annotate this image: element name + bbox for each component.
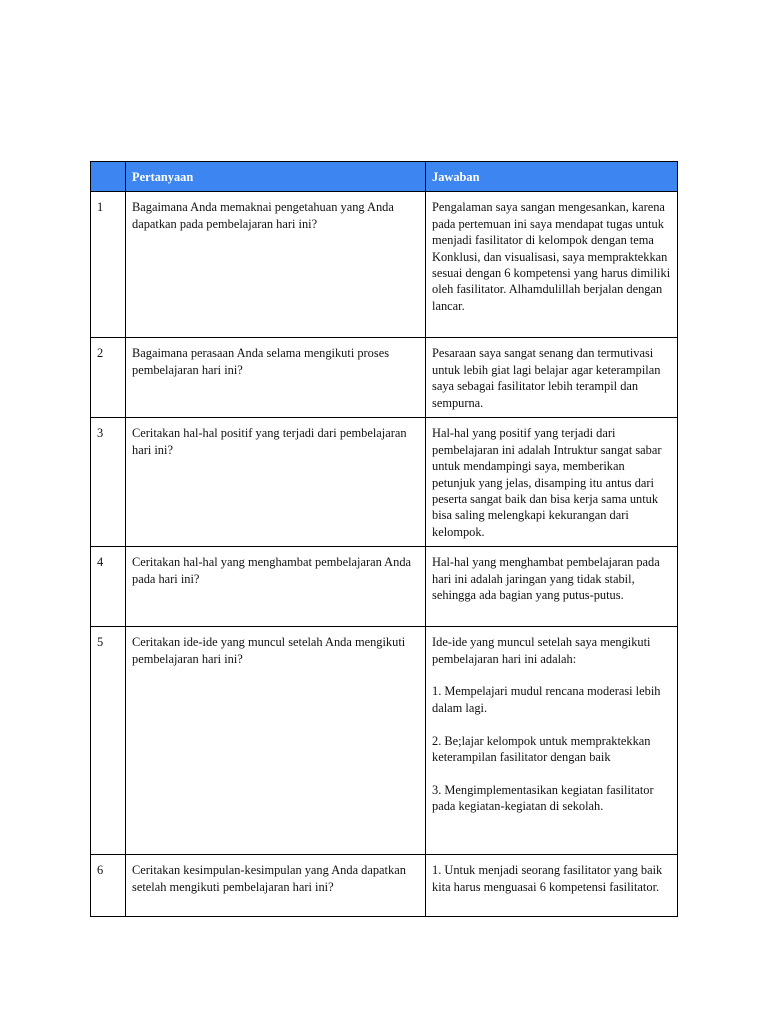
row-question: Ceritakan kesimpulan-kesimpulan yang Anda dapatkan setelah mengikuti pembelajaran hari ini? <box>126 855 426 917</box>
table-row <box>91 855 678 917</box>
row-answer <box>426 338 678 418</box>
header-question: Pertanyaan <box>126 162 426 192</box>
row-question: Ceritakan hal-hal positif yang terjadi dari pembelajaran hari ini? <box>126 418 426 547</box>
row-answer <box>426 855 678 917</box>
table-row <box>91 547 678 627</box>
answer-text: Pengalaman saya sangan mengesankan, karena pada pertemuan ini saya mendapat tugas untuk menjadi fasilitator di kelompok dengan tema Konklusi, dan visualisasi, saya mempraktekkan sesuai dengan 6 kompetensi yang harus dimiliki oleh fasilitator. Alhamdulillah berjalan dengan lancar. <box>432 200 671 313</box>
row-number: 6 <box>91 855 126 917</box>
answer-point-3: 3. Mengimplementasikan kegiatan fasilitator pada kegiatan-kegiatan di sekolah. <box>432 782 654 814</box>
table-row <box>91 192 678 338</box>
row-question: Bagaimana Anda memaknai pengetahuan yang Anda dapatkan pada pembelajaran hari ini? <box>126 192 426 338</box>
answer-text: Pesaraan saya sangat senang dan termutivasi untuk lebih giat lagi belajar agar keterampilan saya sebagai fasilitator lebih terampil dan sempurna. <box>432 346 661 410</box>
header-answer: Jawaban <box>426 162 678 192</box>
answer-text: 1. Untuk menjadi seorang fasilitator yang baik kita harus menguasai 6 kompetensi fasilitator. <box>432 863 663 894</box>
table-row <box>91 418 678 547</box>
row-question: Bagaimana perasaan Anda selama mengikuti proses pembelajaran hari ini? <box>126 338 426 418</box>
answer-text: Hal-hal yang positif yang terjadi dari pembelajaran ini adalah Intruktur sangat sabar untuk mendampingi saya, memberikan petunjuk yang jelas, disamping itu antus dari peserta sangat baik dan bisa kerja sama untuk bisa saling melengkapi kekurangan dari kelompok. <box>432 426 662 539</box>
row-number: 1 <box>91 192 126 338</box>
answer-point-2: 2. Be;lajar kelompok untuk mempraktekkan keterampilan fasilitator dengan baik <box>432 733 651 765</box>
table-header-row <box>91 162 678 192</box>
row-number: 2 <box>91 338 126 418</box>
row-answer <box>426 418 678 547</box>
row-question: Ceritakan hal-hal yang menghambat pembelajaran Anda pada hari ini? <box>126 547 426 627</box>
row-question: Ceritakan ide-ide yang muncul setelah Anda mengikuti pembelajaran hari ini? <box>126 627 426 855</box>
row-number: 3 <box>91 418 126 547</box>
reflection-table <box>90 161 678 917</box>
answer-intro: Ide-ide yang muncul setelah saya mengikuti pembelajaran hari ini adalah: <box>432 635 651 666</box>
answer-point-1: 1. Mempelajari mudul rencana moderasi lebih dalam lagi. <box>432 684 661 715</box>
table-row <box>91 627 678 855</box>
row-answer <box>426 547 678 627</box>
row-answer <box>426 627 678 855</box>
row-number: 5 <box>91 627 126 855</box>
answer-text: Hal-hal yang menghambat pembelajaran pada hari ini adalah jaringan yang tidak stabil, sehingga ada bagian yang putus-putus. <box>432 555 660 603</box>
table-row <box>91 338 678 418</box>
row-answer <box>426 192 678 338</box>
row-number: 4 <box>91 547 126 627</box>
header-number <box>91 162 126 192</box>
